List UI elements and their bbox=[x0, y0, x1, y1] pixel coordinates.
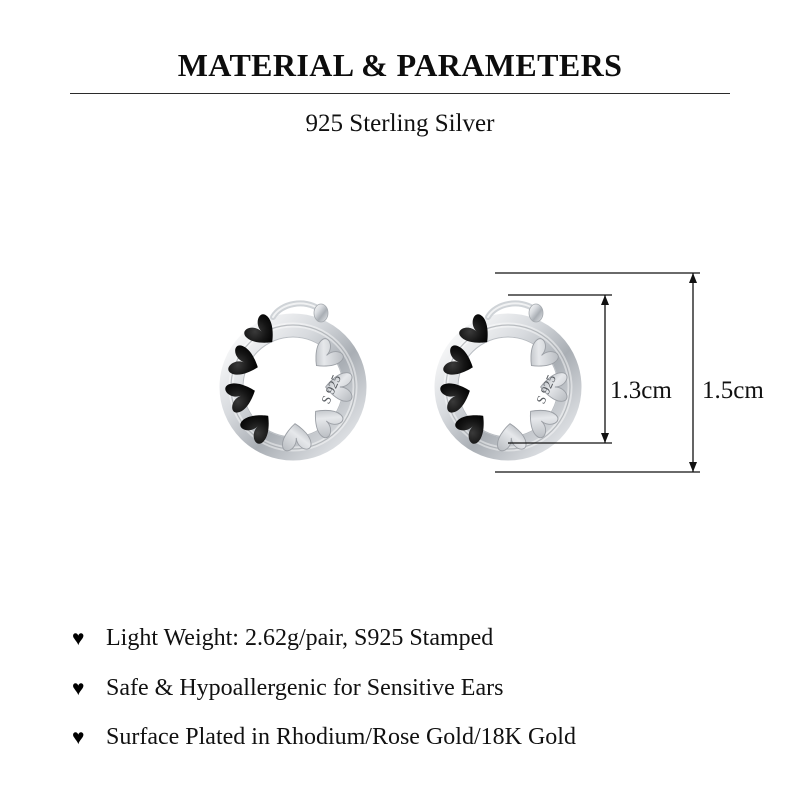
feature-text: Light Weight: 2.62g/pair, S925 Stamped bbox=[106, 625, 494, 651]
s925-stamp-left: S 925 bbox=[317, 372, 344, 406]
heart-bullet-icon: ♥ bbox=[72, 626, 85, 650]
list-item bbox=[72, 675, 772, 703]
feature-text: Surface Plated in Rhodium/Rose Gold/18K Gold bbox=[106, 724, 576, 751]
dimension-guides bbox=[0, 225, 800, 555]
heart-bullet-icon: ♥ bbox=[72, 725, 85, 750]
dimension-outer-label: 1.5cm bbox=[702, 377, 764, 404]
heart-bullet-icon: ♥ bbox=[72, 675, 85, 700]
product-image-area bbox=[0, 225, 800, 555]
black-heart-hoop-earring-left bbox=[215, 287, 375, 487]
page-header bbox=[0, 48, 800, 138]
earring-illustration-left bbox=[215, 287, 375, 487]
feature-list bbox=[72, 625, 772, 774]
list-item bbox=[72, 724, 772, 752]
list-item bbox=[72, 625, 772, 653]
feature-text: Safe & Hypoallergenic for Sensitive Ears bbox=[106, 674, 504, 701]
page-title: MATERIAL & PARAMETERS bbox=[177, 47, 623, 83]
title-divider bbox=[70, 93, 730, 94]
dimension-inner-label: 1.3cm bbox=[610, 377, 672, 404]
earring-illustration-right bbox=[430, 287, 590, 487]
black-heart-hoop-earring-right bbox=[430, 287, 590, 487]
material-subtitle: 925 Sterling Silver bbox=[305, 110, 495, 138]
s925-stamp-right: S 925 bbox=[532, 372, 559, 406]
